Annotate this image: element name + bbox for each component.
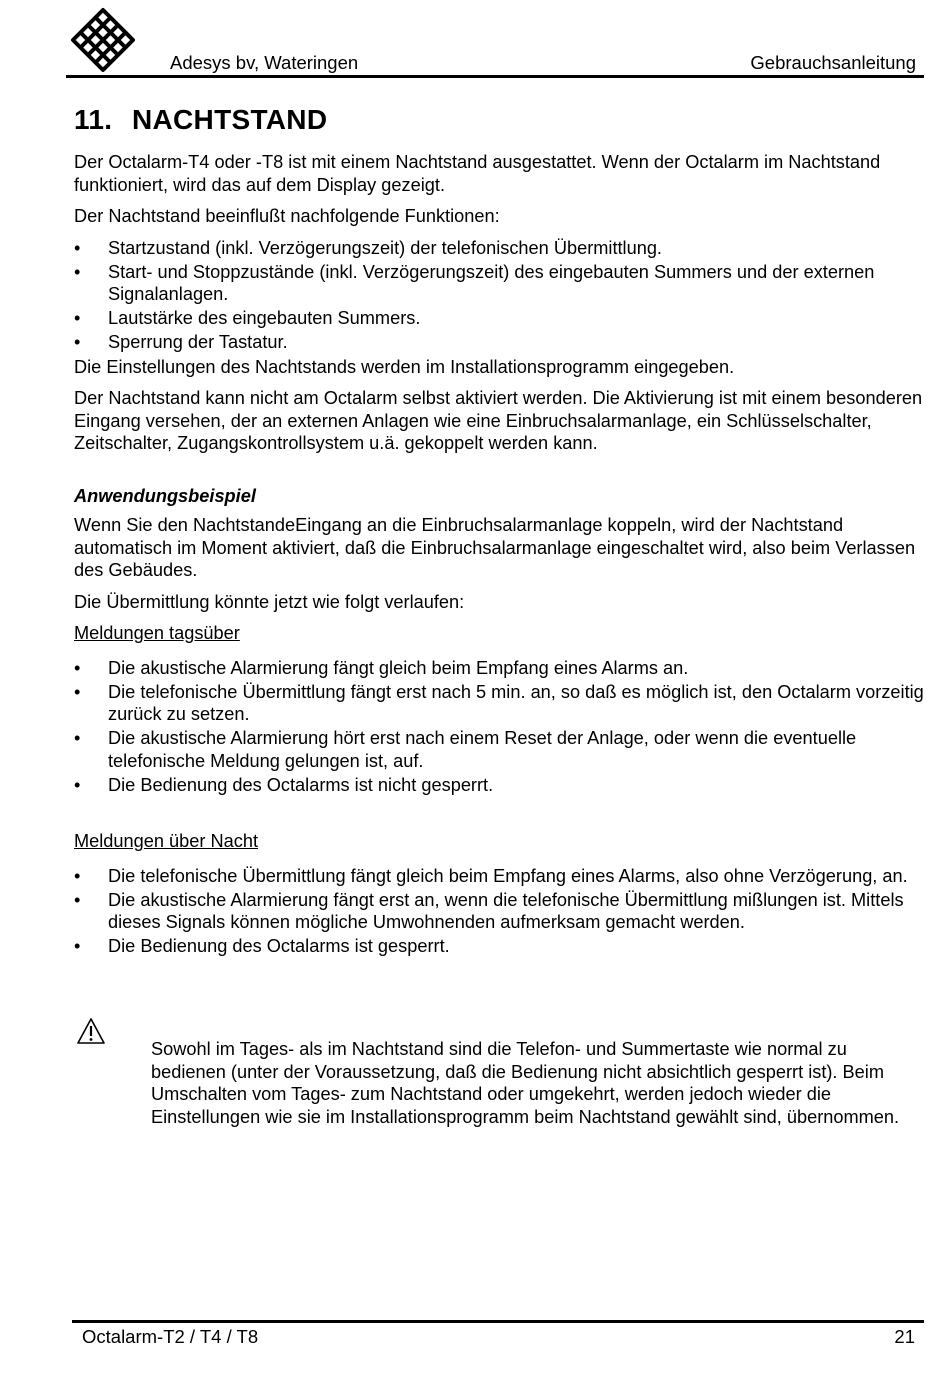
header-company: Adesys bv, Wateringen bbox=[170, 52, 359, 73]
bullet-icon: • bbox=[74, 889, 81, 910]
list-item-text: Die akustische Alarmierung fängt gleich beim Empfang eines Alarms an. bbox=[108, 657, 689, 678]
bullet-icon: • bbox=[74, 681, 81, 702]
list-item-text: Start- und Stoppzustände (inkl. Verzögerungszeit) des eingebauten Summers und der externen Signalanlagen. bbox=[108, 261, 875, 304]
night-list bbox=[74, 865, 924, 958]
list-item bbox=[74, 865, 924, 888]
list-item bbox=[74, 774, 924, 797]
list-item bbox=[74, 935, 924, 958]
list-item bbox=[74, 727, 924, 772]
night-heading: Meldungen über Nacht bbox=[74, 831, 259, 851]
list-item-text: Die akustische Alarmierung fängt erst an, wenn die telefonische Übermittlung mißlungen ist. Mittels dieses Signals können mögliche Umwohnenden aufmerksam gemacht werden. bbox=[108, 889, 904, 932]
section-number: 11. bbox=[74, 104, 113, 135]
page-number: 21 bbox=[894, 1326, 915, 1347]
header-doc-type: Gebrauchsanleitung bbox=[750, 52, 916, 73]
footer-rule bbox=[72, 1320, 924, 1323]
functions-list bbox=[74, 237, 924, 354]
list-item bbox=[74, 657, 924, 680]
bullet-icon: • bbox=[74, 936, 81, 956]
body-paragraph: Der Nachtstand kann nicht am Octalarm selbst aktiviert werden. Die Aktivierung ist mit einem besonderen Eingang versehen, der an externen Anlagen wie eine Einbruchsalarmanlage, ein Schlüsselschalter, Zeitschalter, Zugangskontrollsystem u.ä. gekoppelt werden kann. bbox=[74, 388, 923, 453]
main-content bbox=[74, 151, 924, 960]
list-item-text: Die telefonische Übermittlung fängt erst nach 5 min. an, so daß es möglich ist, den Octalarm vorzeitig zurück zu setzen. bbox=[108, 681, 924, 724]
bullet-icon: • bbox=[74, 865, 81, 886]
body-paragraph: Die Einstellungen des Nachtstands werden im Installationsprogramm eingegeben. bbox=[74, 356, 735, 377]
list-item-text: Die telefonische Übermittlung fängt gleich beim Empfang eines Alarms, also ohne Verzögerung, an. bbox=[108, 865, 908, 886]
warning-text: Sowohl im Tages- als im Nachtstand sind die Telefon- und Summertaste wie normal zu bedienen (unter der Voraussetzung, daß die Bedienung nicht absichtlich gesperrt ist). Beim Umschalten vom Tages- zum Nachtstand oder umgekehrt, werden jedoch wieder die Einstellungen wie sie im Installationsprogramm beim Nachtstand gewählt sind, übernommen. bbox=[151, 1039, 900, 1127]
footer-product: Octalarm-T2 / T4 / T8 bbox=[82, 1326, 259, 1347]
bullet-icon: • bbox=[74, 728, 81, 748]
list-item bbox=[74, 261, 924, 306]
list-item-text: Startzustand (inkl. Verzögerungszeit) der telefonischen Übermittlung. bbox=[108, 237, 662, 258]
list-item-text: Lautstärke des eingebauten Summers. bbox=[108, 308, 421, 328]
header-rule bbox=[66, 75, 924, 78]
intro-paragraph: Der Nachtstand beeinflußt nachfolgende Funktionen: bbox=[74, 206, 500, 226]
list-item bbox=[74, 331, 924, 354]
bullet-icon: • bbox=[74, 332, 81, 352]
example-paragraph: Die Übermittlung könnte jetzt wie folgt verlaufen: bbox=[74, 591, 465, 612]
list-item bbox=[74, 681, 924, 726]
bullet-icon: • bbox=[74, 237, 81, 258]
list-item-text: Die Bedienung des Octalarms ist gesperrt. bbox=[108, 936, 450, 956]
bullet-icon: • bbox=[74, 261, 81, 282]
bullet-icon: • bbox=[74, 657, 81, 678]
example-heading: Anwendungsbeispiel bbox=[74, 485, 256, 506]
intro-paragraph: Der Octalarm-T4 oder -T8 ist mit einem Nachtstand ausgestattet. Wenn der Octalarm im Nachtstand funktioniert, wird das auf dem Display gezeigt. bbox=[74, 152, 881, 195]
list-item-text: Die akustische Alarmierung hört erst nach einem Reset der Anlage, oder wenn die eventuelle telefonische Meldung gelungen ist, auf. bbox=[108, 728, 857, 771]
day-heading: Meldungen tagsüber bbox=[74, 623, 240, 643]
list-item-text: Die Bedienung des Octalarms ist nicht gesperrt. bbox=[108, 774, 494, 795]
warning-triangle-icon bbox=[76, 1017, 106, 1045]
company-logo-icon bbox=[70, 7, 136, 73]
list-item bbox=[74, 889, 924, 934]
list-item bbox=[74, 237, 924, 260]
list-item-text: Sperrung der Tastatur. bbox=[108, 332, 288, 352]
example-paragraph: Wenn Sie den NachtstandeEingang an die Einbruchsalarmanlage koppeln, wird der Nachtstand automatisch im Moment aktiviert, daß die Einbruchsalarmanlage eingeschaltet wird, also beim Verlassen des Gebäudes. bbox=[74, 515, 916, 580]
day-list bbox=[74, 657, 924, 797]
bullet-icon: • bbox=[74, 308, 81, 328]
list-item bbox=[74, 307, 924, 330]
bullet-icon: • bbox=[74, 774, 81, 795]
section-title-text: NACHTSTAND bbox=[132, 104, 328, 135]
section-title bbox=[74, 103, 327, 137]
